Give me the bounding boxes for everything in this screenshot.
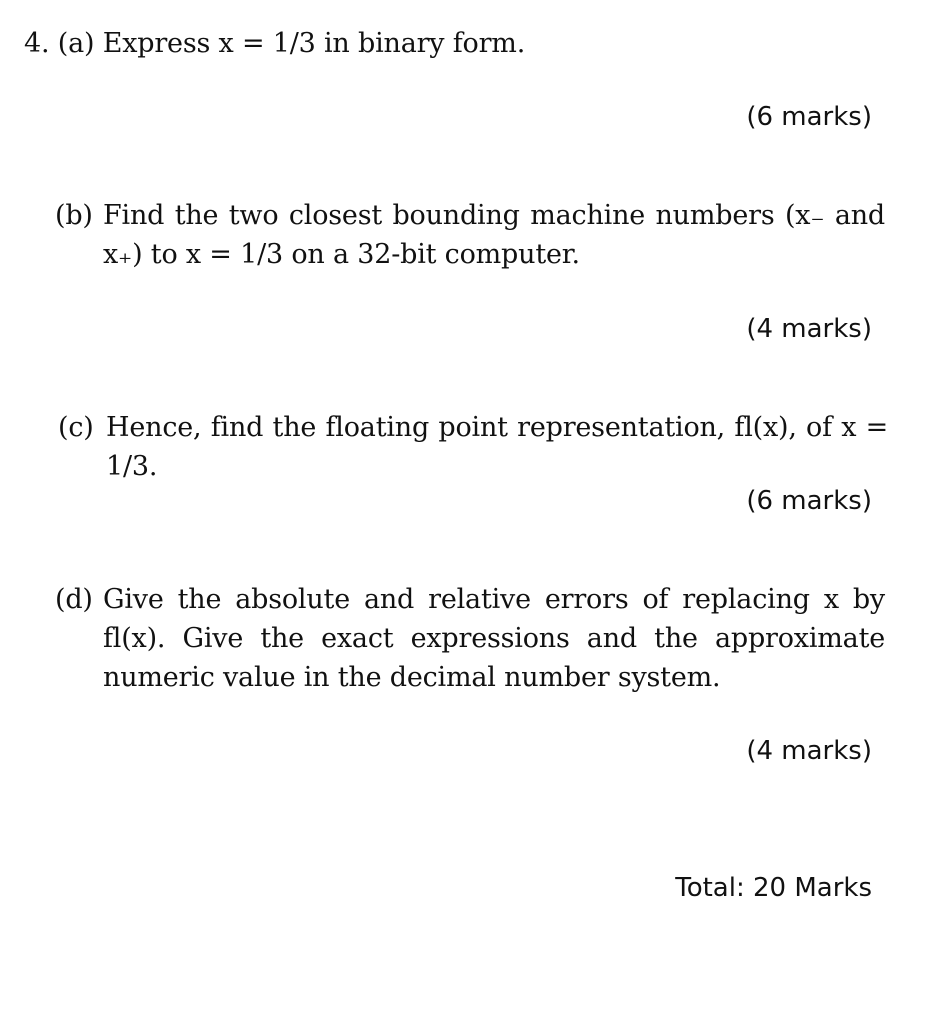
question-part-c <box>58 408 888 486</box>
part-label-b: (b) <box>55 200 93 231</box>
marks-part-d: (4 marks) <box>746 736 872 766</box>
total-marks: Total: 20 Marks <box>675 873 872 903</box>
marks-part-c: (6 marks) <box>746 486 872 516</box>
part-label-c: (c) <box>58 412 94 443</box>
question-part-a <box>24 24 884 63</box>
question-number: 4. <box>24 28 50 59</box>
question-part-d <box>55 580 885 697</box>
part-text-a: Express x = 1/3 in binary form. <box>102 28 526 59</box>
part-label-a: (a) <box>57 28 95 59</box>
part-text-b: Find the two closest bounding machine numbers (x₋ and x₊) to x = 1/3 on a 32-bit computer. <box>103 200 885 270</box>
part-text-d: Give the absolute and relative errors of replacing x by fl(x). Give the exact expressions and the approximate numeric value in the decimal number system. <box>103 584 885 693</box>
question-part-b <box>55 196 885 274</box>
marks-part-a: (6 marks) <box>746 102 872 132</box>
marks-part-b: (4 marks) <box>746 314 872 344</box>
part-text-c: Hence, find the floating point representation, fl(x), of x = 1/3. <box>106 412 888 482</box>
part-label-d: (d) <box>55 584 93 615</box>
